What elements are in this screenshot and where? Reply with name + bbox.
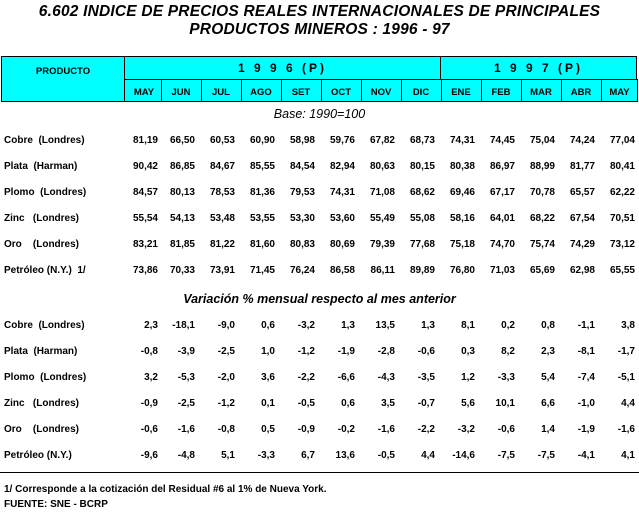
table-cell: 0,2	[501, 320, 515, 331]
table-cell: 83,21	[132, 239, 158, 250]
table-cell: 75,04	[529, 135, 555, 146]
header-month-label: FEB	[491, 87, 511, 98]
table-cell: 81,77	[569, 161, 595, 172]
table-cell: -0,5	[377, 450, 395, 461]
table-cell: 13,6	[335, 450, 355, 461]
table-cell: 80,41	[609, 161, 635, 172]
header-month-label: ABR	[570, 87, 592, 98]
table-cell: 62,22	[609, 187, 635, 198]
table-cell: 62,98	[569, 265, 595, 276]
table-cell: 60,90	[249, 135, 275, 146]
table-cell: -0,6	[140, 424, 158, 435]
table-cell: -4,3	[377, 372, 395, 383]
header-month-label: JUL	[212, 87, 230, 98]
table-cell: 76,24	[289, 265, 315, 276]
table-cell: -0,6	[417, 346, 435, 357]
table-cell: 74,29	[569, 239, 595, 250]
table-cell: 82,94	[329, 161, 355, 172]
table-cell: -1,6	[617, 424, 635, 435]
title-line-2: PRODUCTOS MINEROS : 1996 - 97	[189, 21, 450, 38]
table-cell: 75,74	[529, 239, 555, 250]
table-cell: 74,45	[489, 135, 515, 146]
table-cell: 4,1	[621, 450, 635, 461]
header-year1-label: 1 9 9 6 (P)	[237, 61, 328, 75]
table-cell: -3,3	[257, 450, 275, 461]
table-cell: 8,1	[461, 320, 475, 331]
table-cell: -0,8	[140, 346, 158, 357]
row-label: Cobre (Londres)	[4, 320, 85, 331]
table-cell: -2,2	[297, 372, 315, 383]
table-cell: 60,53	[209, 135, 235, 146]
table-cell: 71,45	[249, 265, 275, 276]
header-month-label: SET	[291, 87, 311, 98]
table-cell: 6,6	[541, 398, 555, 409]
table-cell: -2,5	[217, 346, 235, 357]
row-label: Cobre (Londres)	[4, 135, 85, 146]
table-cell: -1,9	[577, 424, 595, 435]
table-cell: 68,73	[409, 135, 435, 146]
table-cell: 55,49	[369, 213, 395, 224]
table-cell: 54,13	[169, 213, 195, 224]
table-cell: 2,3	[144, 320, 158, 331]
table-cell: -2,2	[417, 424, 435, 435]
table-cell: 67,54	[569, 213, 595, 224]
header-month-label: ENE	[451, 87, 471, 98]
table-cell: 86,85	[169, 161, 195, 172]
header-month-label: JUN	[171, 87, 191, 98]
table-cell: -3,2	[297, 320, 315, 331]
table-cell: 76,80	[449, 265, 475, 276]
row-label: Plata (Harman)	[4, 161, 78, 172]
header-month-label: DIC	[412, 87, 430, 98]
table-cell: 80,38	[449, 161, 475, 172]
table-cell: 80,83	[289, 239, 315, 250]
table-cell: -0,9	[140, 398, 158, 409]
table-cell: 53,30	[289, 213, 315, 224]
row-label: Oro (Londres)	[4, 239, 79, 250]
table-cell: 1,2	[461, 372, 475, 383]
table-cell: 0,6	[261, 320, 275, 331]
table-cell: -0,7	[417, 398, 435, 409]
table-cell: 70,33	[169, 265, 195, 276]
table-cell: 79,39	[369, 239, 395, 250]
table-cell: 85,55	[249, 161, 275, 172]
table-cell: 74,70	[489, 239, 515, 250]
table-cell: 77,68	[409, 239, 435, 250]
table-cell: -4,8	[177, 450, 195, 461]
row-label: Oro (Londres)	[4, 424, 79, 435]
table-cell: -2,8	[377, 346, 395, 357]
table-cell: 77,04	[609, 135, 635, 146]
table-cell: 58,98	[289, 135, 315, 146]
table-cell: -9,6	[140, 450, 158, 461]
header-month-label: OCT	[330, 87, 352, 98]
table-cell: 3,8	[621, 320, 635, 331]
table-cell: 55,08	[409, 213, 435, 224]
table-cell: -3,2	[457, 424, 475, 435]
table-cell: -5,3	[177, 372, 195, 383]
table-cell: 65,55	[609, 265, 635, 276]
table-cell: -1,0	[577, 398, 595, 409]
row-label: Plata (Harman)	[4, 346, 78, 357]
table-cell: 84,57	[132, 187, 158, 198]
footer-divider	[0, 472, 639, 473]
table-cell: -1,1	[577, 320, 595, 331]
header-producto-label: PRODUCTO	[35, 66, 91, 77]
table-cell: 0,1	[261, 398, 275, 409]
table-cell: 1,3	[421, 320, 435, 331]
table-cell: 81,19	[132, 135, 158, 146]
table-cell: 65,69	[529, 265, 555, 276]
table-cell: -1,2	[297, 346, 315, 357]
source-line: FUENTE: SNE - BCRP	[4, 499, 108, 510]
title-line-1: 6.602 INDICE DE PRECIOS REALES INTERNACIONALES DE PRINCIPALES	[38, 3, 601, 20]
table-cell: 68,22	[529, 213, 555, 224]
table-cell: 67,82	[369, 135, 395, 146]
table-cell: 1,3	[341, 320, 355, 331]
table-cell: 80,63	[369, 161, 395, 172]
table-cell: 86,11	[370, 265, 395, 276]
table-cell: -5,1	[617, 372, 635, 383]
table-cell: 53,60	[329, 213, 355, 224]
table-cell: 66,50	[169, 135, 195, 146]
table-cell: 68,62	[409, 187, 435, 198]
table-cell: 80,13	[169, 187, 195, 198]
table-cell: 78,53	[209, 187, 235, 198]
table-cell: -2,0	[217, 372, 235, 383]
table-cell: 74,31	[449, 135, 475, 146]
table-cell: 1,0	[261, 346, 275, 357]
table-cell: 5,4	[541, 372, 555, 383]
header-month-label: NOV	[370, 87, 392, 98]
table-cell: -3,9	[177, 346, 195, 357]
table-cell: -0,2	[337, 424, 355, 435]
row-label: Petróleo (N.Y.)	[4, 450, 72, 461]
table-cell: -1,7	[617, 346, 635, 357]
table-cell: 73,91	[209, 265, 235, 276]
header-producto-cell	[1, 56, 125, 102]
table-cell: -3,3	[497, 372, 515, 383]
table-cell: 6,7	[301, 450, 315, 461]
table-cell: 5,6	[461, 398, 475, 409]
section1-label: Base: 1990=100	[273, 107, 366, 121]
table-cell: 81,36	[249, 187, 275, 198]
table-cell: 73,86	[132, 265, 158, 276]
table-cell: 79,53	[289, 187, 315, 198]
table-cell: 0,5	[261, 424, 275, 435]
table-cell: 84,54	[289, 161, 315, 172]
table-cell: -7,4	[577, 372, 595, 383]
table-cell: 71,08	[369, 187, 395, 198]
table-cell: -4,1	[577, 450, 595, 461]
table-cell: -9,0	[217, 320, 235, 331]
table-cell: 86,97	[489, 161, 515, 172]
table-cell: -1,9	[337, 346, 355, 357]
table-cell: -7,5	[537, 450, 555, 461]
table-cell: 3,5	[381, 398, 395, 409]
footnote: 1/ Corresponde a la cotización del Residual #6 al 1% de Nueva York.	[4, 484, 327, 495]
table-cell: 3,2	[144, 372, 158, 383]
table-cell: -8,1	[577, 346, 595, 357]
table-cell: 81,85	[169, 239, 195, 250]
table-cell: 4,4	[421, 450, 435, 461]
table-cell: -18,1	[172, 320, 195, 331]
table-cell: 65,57	[569, 187, 595, 198]
table-cell: 0,3	[461, 346, 475, 357]
header-month-label: MAY	[609, 87, 630, 98]
row-label: Plomo (Londres)	[4, 187, 87, 198]
table-cell: -2,5	[177, 398, 195, 409]
table-cell: -0,5	[297, 398, 315, 409]
table-cell: -1,2	[217, 398, 235, 409]
table-cell: 81,60	[249, 239, 275, 250]
table-cell: -7,5	[497, 450, 515, 461]
table-cell: 2,3	[541, 346, 555, 357]
table-cell: 75,18	[449, 239, 475, 250]
table-cell: 67,17	[489, 187, 515, 198]
table-cell: 5,1	[221, 450, 235, 461]
table-cell: 4,4	[621, 398, 635, 409]
table-cell: 0,8	[541, 320, 555, 331]
row-label: Zinc (Londres)	[4, 213, 79, 224]
table-cell: 74,24	[569, 135, 595, 146]
table-cell: -6,6	[337, 372, 355, 383]
table-cell: -1,6	[377, 424, 395, 435]
table-cell: 69,46	[449, 187, 475, 198]
table-cell: 3,6	[261, 372, 275, 383]
header-month-label: MAY	[133, 87, 155, 98]
row-label: Petróleo (N.Y.) 1/	[4, 265, 86, 276]
table-cell: 10,1	[495, 398, 515, 409]
header-month-label: AGO	[250, 87, 272, 98]
table-cell: -14,6	[452, 450, 475, 461]
table-cell: 53,55	[249, 213, 275, 224]
table-cell: -0,6	[497, 424, 515, 435]
table-cell: 90,42	[132, 161, 158, 172]
table-cell: 86,58	[329, 265, 355, 276]
table-cell: -3,5	[417, 372, 435, 383]
table-cell: 74,31	[329, 187, 355, 198]
table-cell: 89,89	[409, 265, 435, 276]
header-month-label: MAR	[530, 87, 552, 98]
table-cell: -0,8	[217, 424, 235, 435]
table-cell: 53,48	[209, 213, 235, 224]
table-cell: 13,5	[375, 320, 395, 331]
row-label: Zinc (Londres)	[4, 398, 79, 409]
table-cell: 88,99	[529, 161, 555, 172]
table-cell: 73,12	[609, 239, 635, 250]
table-cell: 80,69	[329, 239, 355, 250]
table-cell: -0,9	[297, 424, 315, 435]
table-cell: 1,4	[541, 424, 555, 435]
table-cell: -1,6	[177, 424, 195, 435]
table-cell: 80,15	[409, 161, 435, 172]
table-cell: 0,6	[341, 398, 355, 409]
section2-label: Variación % mensual respecto al mes anterior	[183, 292, 456, 306]
header-year2-label: 1 9 9 7 (P)	[493, 61, 584, 75]
table-cell: 70,78	[529, 187, 555, 198]
table-cell: 58,16	[449, 213, 475, 224]
table-cell: 55,54	[132, 213, 158, 224]
table-cell: 71,03	[489, 265, 515, 276]
table-cell: 8,2	[501, 346, 515, 357]
row-label: Plomo (Londres)	[4, 372, 87, 383]
table-cell: 59,76	[329, 135, 355, 146]
table-cell: 64,01	[489, 213, 515, 224]
table-cell: 81,22	[209, 239, 235, 250]
table-cell: 84,67	[209, 161, 235, 172]
table-cell: 70,51	[609, 213, 635, 224]
